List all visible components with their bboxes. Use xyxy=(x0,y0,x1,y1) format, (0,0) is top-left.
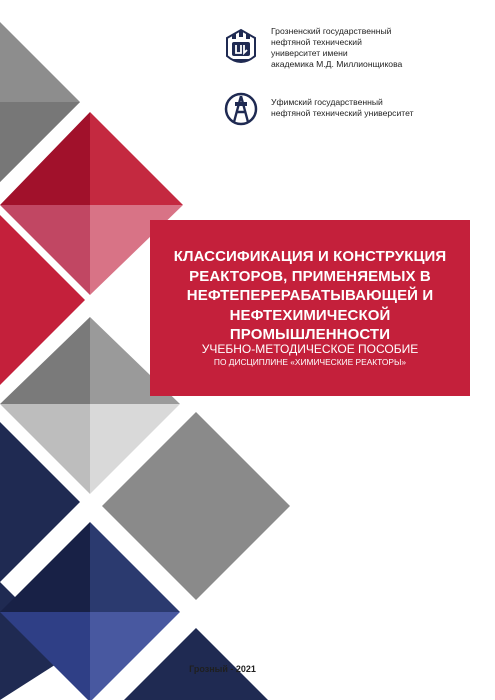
organization-name: Грозненский государственный нефтяной технический университет имени академика М.Д. Миллионщикова xyxy=(271,26,403,69)
organization-ugntu xyxy=(221,88,481,138)
organization-gstou xyxy=(221,26,481,76)
document-title: КЛАССИФИКАЦИЯ И КОНСТРУКЦИЯ РЕАКТОРОВ, ПРИМЕНЯЕМЫХ В НЕФТЕПЕРЕРАБАТЫВАЮЩЕЙ И НЕФТЕХИМИЧЕСКОЙ ПРОМЫШЛЕННОСТИ xyxy=(173,248,447,343)
ugntu-emblem-icon xyxy=(221,88,261,132)
city-year: Грозный - 2021 xyxy=(189,664,256,674)
organization-name: Уфимский государственный нефтяной технический университет xyxy=(271,97,414,118)
red-diamond-top-right xyxy=(90,112,183,205)
gstou-crest-icon xyxy=(221,26,261,70)
document-subtitle: УЧЕБНО-МЕТОДИЧЕСКОЕ ПОСОБИЕ xyxy=(201,342,419,356)
discipline-line: ПО ДИСЦИПЛИНЕ «ХИМИЧЕСКИЕ РЕАКТОРЫ» xyxy=(213,357,407,367)
title-banner xyxy=(150,220,470,396)
